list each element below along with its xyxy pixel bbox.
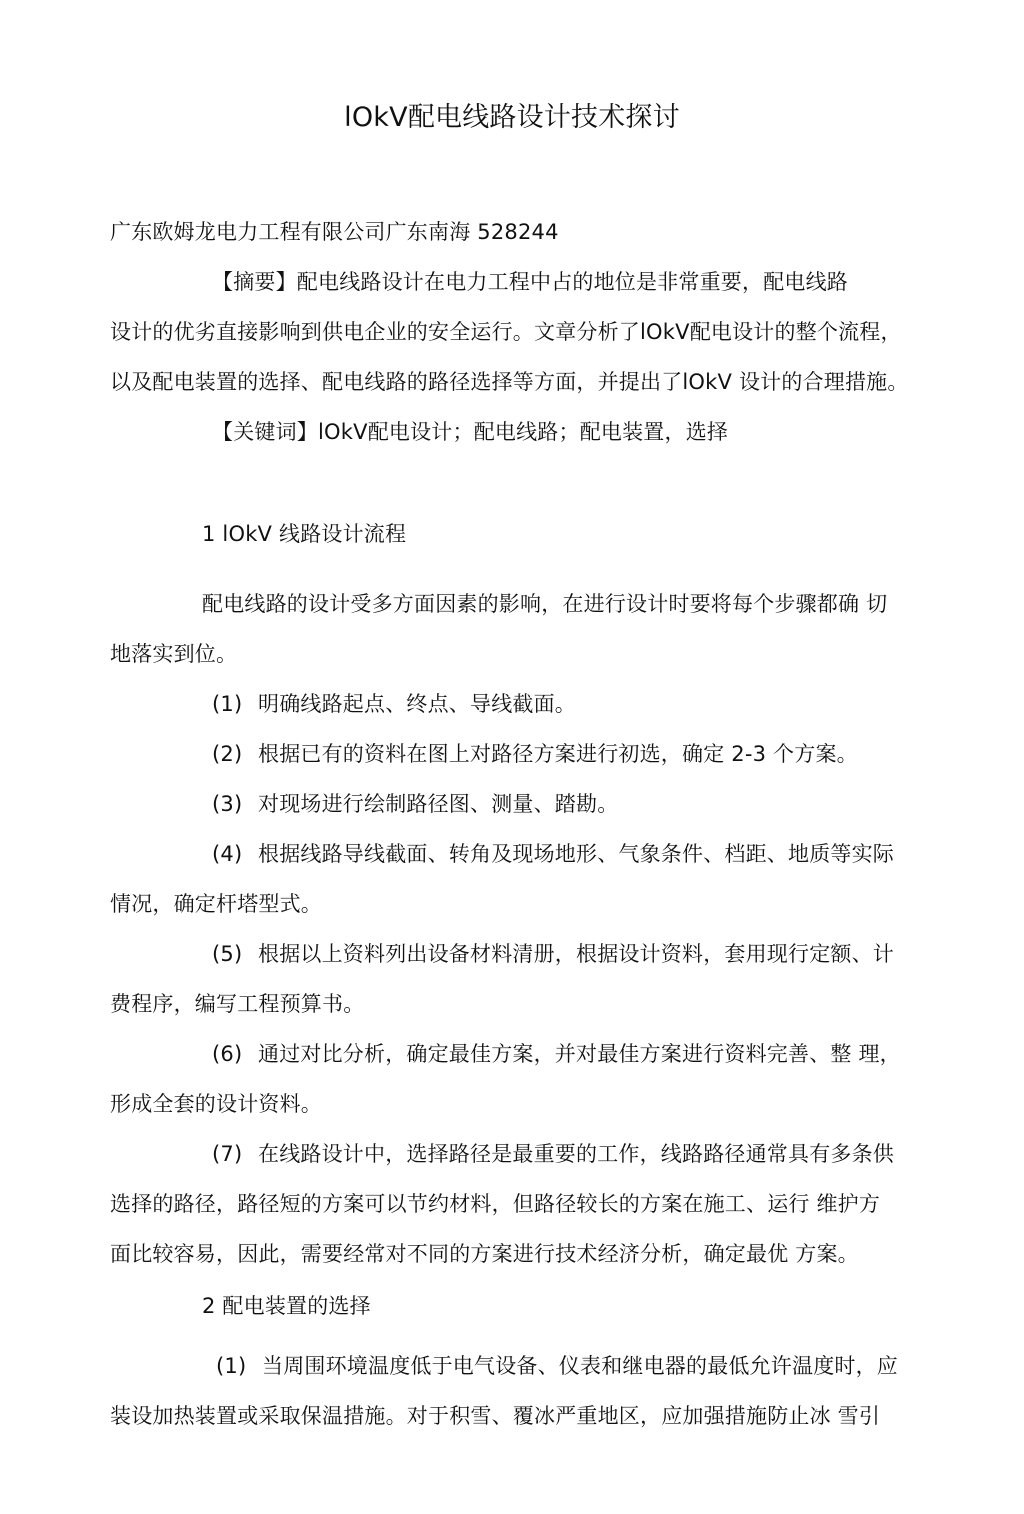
section-1-intro-line-1: 配电线路的设计受多方面因素的影响，在进行设计时要将每个步骤都确 切 — [202, 592, 888, 616]
step-number: (4) — [212, 842, 243, 866]
step-4 — [212, 840, 894, 868]
step-5 — [212, 940, 894, 968]
section-1-heading: 1 lOkV 线路设计流程 — [202, 522, 407, 546]
step-number: (3) — [212, 792, 243, 816]
step-number: (1) — [216, 1354, 247, 1378]
step-number: (2) — [212, 742, 243, 766]
step-number: (5) — [212, 942, 243, 966]
affiliation: 广东欧姆龙电力工程有限公司广东南海 528244 — [110, 220, 559, 244]
step-text: 对现场进行绘制路径图、测量、踏勘。 — [258, 792, 619, 816]
step-number: (6) — [212, 1042, 243, 1066]
step-text: 通过对比分析，确定最佳方案，并对最佳方案进行资料完善、整 理， — [258, 1042, 901, 1066]
step-text: 在线路设计中，选择路径是最重要的工作，线路路径通常具有多条供 — [258, 1142, 894, 1166]
step-text: 根据线路导线截面、转角及现场地形、气象条件、档距、地质等实际 — [258, 842, 894, 866]
keywords: 【关键词】lOkV配电设计；配电线路；配电装置，选择 — [212, 420, 729, 444]
step-2 — [212, 740, 858, 768]
step-text: 明确线路起点、终点、导线截面。 — [258, 692, 576, 716]
abstract-line-1: 【摘要】配电线路设计在电力工程中占的地位是非常重要，配电线路 — [212, 270, 848, 294]
step-text: 根据以上资料列出设备材料清册，根据设计资料，套用现行定额、计 — [258, 942, 894, 966]
step-1 — [212, 690, 576, 718]
step-4-continuation: 情况，确定杆塔型式。 — [110, 892, 322, 916]
abstract-line-3: 以及配电装置的选择、配电线路的路径选择等方面，并提出了lOkV 设计的合理措施。 — [110, 370, 909, 394]
step-text: 根据已有的资料在图上对路径方案进行初选，确定 2-3 个方案。 — [258, 742, 858, 766]
step-7 — [212, 1140, 894, 1168]
step-7-continuation-2: 面比较容易，因此，需要经常对不同的方案进行技术经济分析，确定最优 方案。 — [110, 1242, 859, 1266]
section-2-step-1-continuation: 装设加热装置或采取保温措施。对于积雪、覆冰严重地区，应加强措施防止冰 雪引 — [110, 1404, 881, 1428]
step-7-continuation-1: 选择的路径，路径短的方案可以节约材料，但路径较长的方案在施工、运行 维护方 — [110, 1192, 881, 1216]
step-3 — [212, 790, 618, 818]
step-6-continuation: 形成全套的设计资料。 — [110, 1092, 322, 1116]
abstract-line-2: 设计的优劣直接影响到供电企业的安全运行。文章分析了lOkV配电设计的整个流程， — [110, 320, 902, 344]
section-2-step-1 — [216, 1352, 898, 1380]
step-number: (1) — [212, 692, 243, 716]
step-6 — [212, 1040, 901, 1068]
step-text: 当周围环境温度低于电气设备、仪表和继电器的最低允许温度时，应 — [262, 1354, 898, 1378]
page-title: lOkV配电线路设计技术探讨 — [344, 102, 680, 133]
section-1-intro-line-2: 地落实到位。 — [110, 642, 238, 666]
section-2-heading: 2 配电装置的选择 — [202, 1294, 371, 1318]
step-number: (7) — [212, 1142, 243, 1166]
step-5-continuation: 费程序，编写工程预算书。 — [110, 992, 365, 1016]
